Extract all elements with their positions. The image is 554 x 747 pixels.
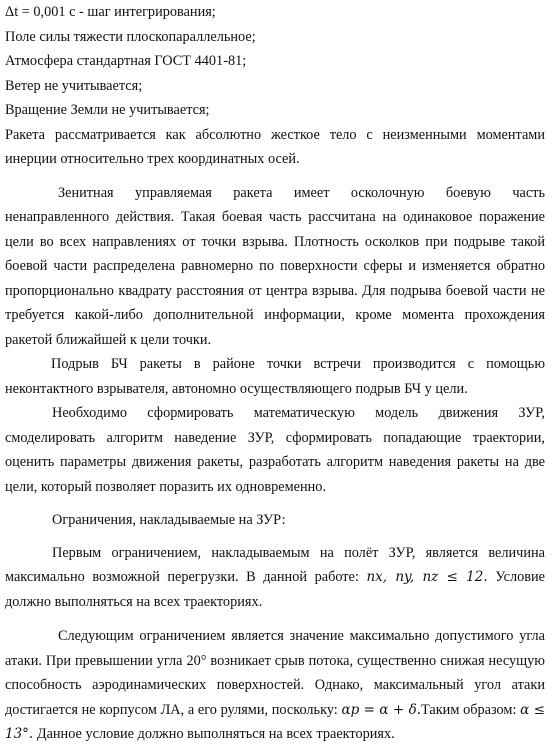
paragraph-task: Необходимо сформировать математическую модель движения ЗУР, смоделировать алгоритм наведение ЗУР, сформировать попадающие траектории, оценить параметры движения ракеты, разработать алгоритм наведения ракеты на две цели, который позволяет поразить их одновременно. xyxy=(5,405,545,495)
aoa-formula-limit: α ≤ 13°. xyxy=(5,701,545,742)
assumption-time-step: Δt = 0,001 с - шаг интегрирования; xyxy=(5,4,216,20)
paragraph-angle-of-attack xyxy=(5,624,545,747)
assumption-atmosphere: Атмосфера стандартная ГОСТ 4401-81; xyxy=(5,53,247,69)
assumption-gravity: Поле силы тяжести плоскопараллельное; xyxy=(5,28,256,45)
overload-tail: Условие должно выполняться на всех траекториях. xyxy=(5,569,545,610)
assumption-earth-rotation: Вращение Земли не учитывается; xyxy=(5,102,210,118)
paragraph-detonation: Подрыв БЧ ракеты в районе точки встречи производится с помощью неконтактного взрывателя, автономно осуществляющего подрыв БЧ у цели. xyxy=(5,356,545,397)
aoa-formula-rudder: αр = α + δ. xyxy=(341,701,422,718)
paragraph-warhead: Зенитная управляемая ракета имеет осколочную боевую часть ненаправленного действия. Такая боевая часть рассчитана на одинаковое поражение цели во всех направлениях от точки взрыва. Плотность осколков при подрыве такой боевой части распределена равномерно по поверхности сферы и изменяется обратно пропорционально квадрату расстояния от центра взрыва. Для подрыва боевой части не требуется какой-либо дополнительной информации, кроме момента прохождения ракетой ближайшей к цели точки. xyxy=(5,184,545,348)
assumption-rigid-body: Ракета рассматривается как абсолютно жесткое тело с неизменными моментами инерции относительно трех координатных осей. xyxy=(5,126,545,167)
aoa-mid: Таким образом: xyxy=(421,701,517,718)
overload-text: Первым ограничением, накладываемым на полёт ЗУР, является величина максимально возможной перегрузки. В данной работе: xyxy=(5,544,545,585)
assumption-wind: Ветер не учитывается; xyxy=(5,77,143,94)
limits-heading: Ограничения, накладываемые на ЗУР: xyxy=(52,512,286,528)
aoa-tail: Данное условие должно выполняться на всех траекториях. xyxy=(36,726,395,742)
paragraph-overload xyxy=(5,541,545,615)
aoa-text: Следующим ограничением является значение максимально допустимого угла атаки. При превышении угла 20° возникает срыв потока, существенно снижая несущую способность аэродинамических поверхностей. Однако, максимальный угол атаки достигается не корпусом ЛА, а его рулями, поскольку: xyxy=(5,628,545,718)
overload-formula: nx, ny, nz ≤ 12. xyxy=(366,569,488,585)
document-page xyxy=(5,0,545,747)
